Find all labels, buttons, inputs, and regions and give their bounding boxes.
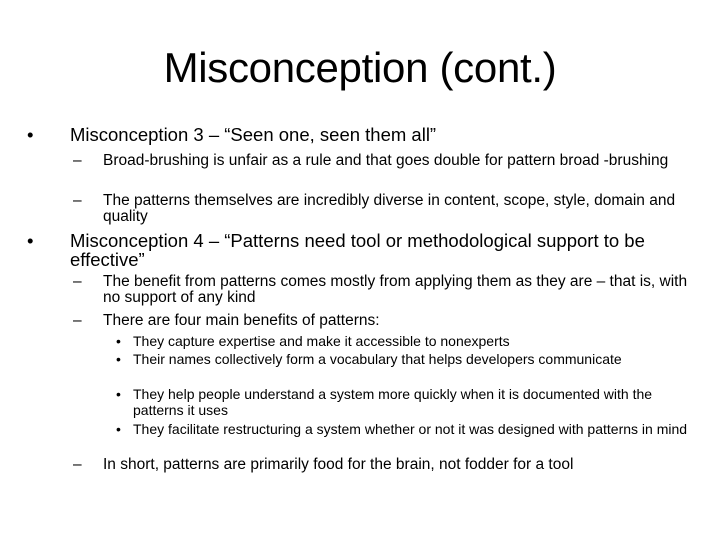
dash-marker: – — [73, 273, 82, 290]
bullet-text: Misconception 4 – “Patterns need tool or methodological support to be effective” — [70, 230, 645, 270]
benefit-item-expertise — [116, 333, 693, 350]
benefit-item-vocabulary — [116, 351, 693, 368]
bullet-text: Misconception 3 – “Seen one, seen them all” — [70, 124, 437, 145]
bullet-misconception-4 — [27, 230, 685, 270]
slide-title: Misconception (cont.) — [163, 44, 557, 91]
bullet-marker: • — [116, 421, 121, 437]
bullet-misconception-3 — [27, 124, 690, 145]
benefit-item-restructuring — [116, 421, 693, 438]
bullet-marker: • — [116, 386, 121, 402]
sub-bullet-text: Broad-brushing is unfair as a rule and that goes double for pattern broad -brushing — [103, 152, 669, 169]
dash-marker: – — [73, 312, 82, 329]
bullet-marker: • — [27, 230, 34, 251]
bullet-marker: • — [116, 351, 121, 367]
sub-bullet-benefit — [73, 273, 688, 306]
dash-marker: – — [73, 456, 82, 473]
sub-bullet-text: The patterns themselves are incredibly diverse in content, scope, style, domain and quality — [103, 192, 676, 225]
sub-bullet-text: In short, patterns are primarily food for the brain, not fodder for a tool — [103, 456, 574, 473]
benefit-text: Their names collectively form a vocabulary that helps developers communicate — [133, 351, 622, 367]
sub-bullet-four-benefits — [73, 312, 688, 329]
bullet-marker: • — [116, 333, 121, 349]
dash-marker: – — [73, 192, 82, 209]
benefit-text: They help people understand a system more quickly when it is documented with the patterns it uses — [133, 386, 653, 418]
sub-bullet-text: The benefit from patterns comes mostly from applying them as they are – that is, with no support of any kind — [103, 273, 688, 306]
sub-bullet-text: There are four main benefits of patterns: — [103, 312, 380, 329]
benefit-item-understanding — [116, 386, 693, 418]
bullet-marker: • — [27, 124, 34, 145]
dash-marker: – — [73, 152, 82, 169]
sub-bullet-in-short — [73, 456, 703, 473]
benefit-text: They facilitate restructuring a system whether or not it was designed with patterns in mind — [133, 421, 688, 437]
sub-bullet-patterns-diverse — [73, 192, 688, 225]
benefit-text: They capture expertise and make it accessible to nonexperts — [133, 333, 510, 349]
sub-bullet-broad-brushing — [73, 152, 688, 169]
